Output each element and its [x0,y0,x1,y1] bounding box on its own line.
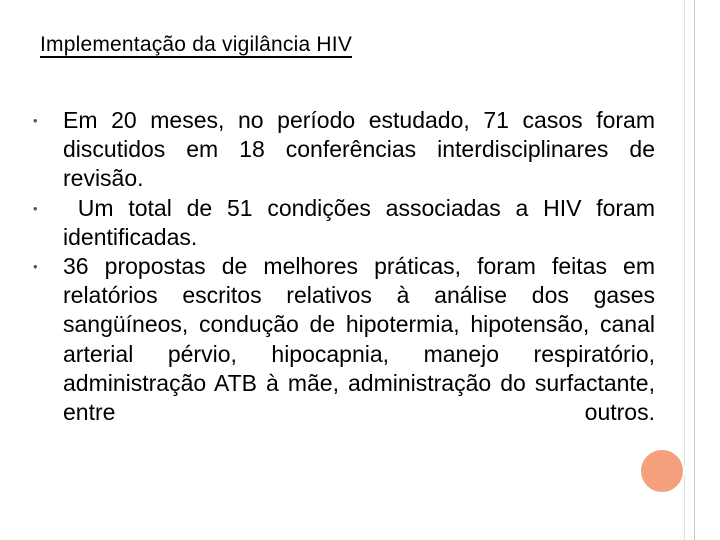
bullet-marker-icon: • [33,113,38,128]
bullet-text: Em 20 meses, no período estudado, 71 casos foram discutidos em 18 conferências interdisciplinares de revisão. [63,107,655,192]
bullet-text: Um total de 51 condições associadas a HIV foram identificadas. [63,194,662,250]
decorative-circle [639,448,685,494]
bullet-list [33,106,662,427]
bullet-text: 36 propostas de melhores práticas, foram feitas em relatórios escritos relativos à análise dos gases sangüíneos, condução de hipotermia, hipotensão, canal arterial pérvio, hipocapnia, manejo respiratório, administração ATB à mãe, administração do surfactante, entre outros. [63,253,655,426]
bullet-item [33,106,655,194]
decorative-border-line [694,0,695,540]
decorative-border-line [684,0,685,540]
bullet-item [33,252,655,427]
bullet-item [33,194,662,252]
bullet-marker-icon: • [33,200,38,216]
slide-title: Implementação da vigilância HIV [40,33,353,56]
bullet-marker-icon: • [33,259,38,275]
